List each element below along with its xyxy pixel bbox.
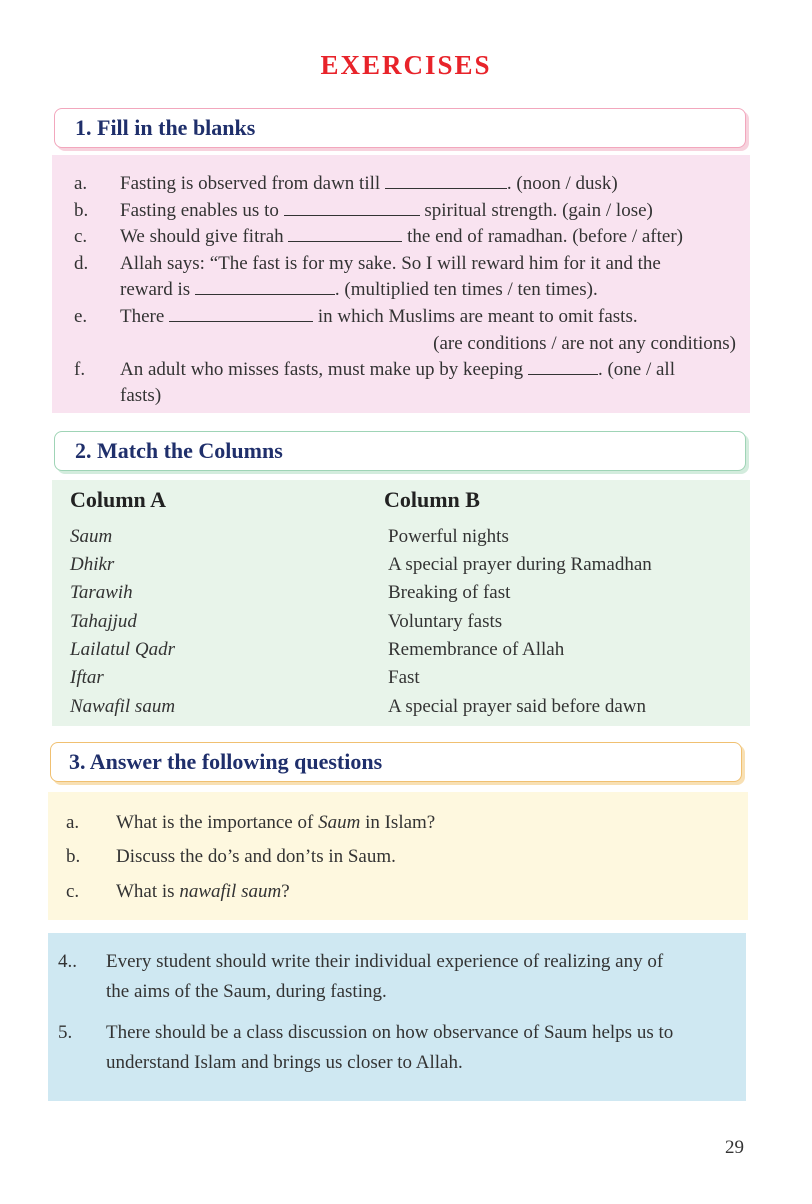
section-1-heading: 1. Fill in the blanks <box>75 115 256 140</box>
item-text: in which Muslims are meant to omit fasts. <box>317 306 638 327</box>
activity-text: There should be a class discussion on how observance of Saum helps us to <box>106 1022 674 1043</box>
blank-line <box>195 278 335 295</box>
question-text: ? <box>281 881 290 902</box>
column-a-item: Nawafil saum <box>70 696 176 717</box>
activity-number: 5. <box>58 1022 73 1043</box>
question-letter: a. <box>66 812 80 833</box>
column-a-item: Tahajjud <box>70 611 137 632</box>
item-text: We should give fitrah <box>120 226 284 247</box>
item-letter: b. <box>74 200 89 221</box>
item-letter: e. <box>74 306 88 327</box>
page-title: EXERCISES <box>320 50 492 80</box>
column-b-item: Remembrance of Allah <box>388 639 565 660</box>
question-text: in Islam? <box>360 812 436 833</box>
blank-line <box>284 199 420 216</box>
section-3-heading: 3. Answer the following questions <box>69 749 383 774</box>
item-text: There <box>120 306 165 327</box>
item-text: fasts) <box>120 385 162 406</box>
activity-text: understand Islam and brings us closer to Allah. <box>106 1052 463 1073</box>
column-b-item: Fast <box>388 667 420 688</box>
section-1-heading-box <box>54 108 746 148</box>
item-letter: d. <box>74 253 89 274</box>
question-letter: b. <box>66 846 81 867</box>
item-text: Fasting enables us to <box>120 200 279 221</box>
activity-number: 4.. <box>58 951 77 972</box>
activity-text: Every student should write their individual experience of realizing any of <box>106 951 664 972</box>
blank-line <box>528 358 598 375</box>
item-text: . (noon / dusk) <box>506 173 618 194</box>
item-text: . (one / all <box>597 359 675 380</box>
page-number: 29 <box>725 1137 744 1158</box>
question-emphasis: nawafil saum <box>179 881 282 902</box>
item-letter: a. <box>74 173 88 194</box>
column-b-header: Column B <box>384 487 480 512</box>
column-b-item: Voluntary fasts <box>388 611 503 632</box>
column-a-header: Column A <box>70 487 166 512</box>
blank-line <box>169 305 313 322</box>
item-text: reward is <box>120 279 191 300</box>
column-b-item: A special prayer said before dawn <box>388 696 646 717</box>
question-letter: c. <box>66 881 80 902</box>
blank-line <box>288 225 402 242</box>
item-text: Allah says: “The fast is for my sake. So I will reward him for it and the <box>120 253 661 274</box>
item-letter: c. <box>74 226 88 247</box>
item-text: spiritual strength. (gain / lose) <box>424 200 653 221</box>
item-text: . (multiplied ten times / ten times). <box>334 279 598 300</box>
question-text: What is the importance of <box>116 812 319 833</box>
column-a-item: Tarawih <box>70 582 133 603</box>
item-letter: f. <box>74 359 86 380</box>
blank-line <box>385 172 507 189</box>
section-3-heading-box <box>50 742 742 782</box>
item-text: Fasting is observed from dawn till <box>120 173 381 194</box>
column-a-item: Lailatul Qadr <box>70 639 176 660</box>
column-a-item: Dhikr <box>70 554 115 575</box>
question-text: Discuss the do’s and don’ts in Saum. <box>116 846 396 867</box>
item-text: the end of ramadhan. (before / after) <box>407 226 684 247</box>
item-text: (are conditions / are not any conditions) <box>433 333 736 354</box>
question-text: What is <box>116 881 180 902</box>
column-b-item: Powerful nights <box>388 526 509 547</box>
column-a-item: Saum <box>70 526 113 547</box>
item-text: An adult who misses fasts, must make up by keeping <box>120 359 524 380</box>
column-a-item: Iftar <box>70 667 104 688</box>
section-2-heading-box <box>54 431 746 471</box>
column-b-item: Breaking of fast <box>388 582 511 603</box>
column-b-item: A special prayer during Ramadhan <box>388 554 652 575</box>
section-2-heading: 2. Match the Columns <box>75 438 283 463</box>
activity-text: the aims of the Saum, during fasting. <box>106 981 387 1002</box>
question-emphasis: Saum <box>318 812 361 833</box>
